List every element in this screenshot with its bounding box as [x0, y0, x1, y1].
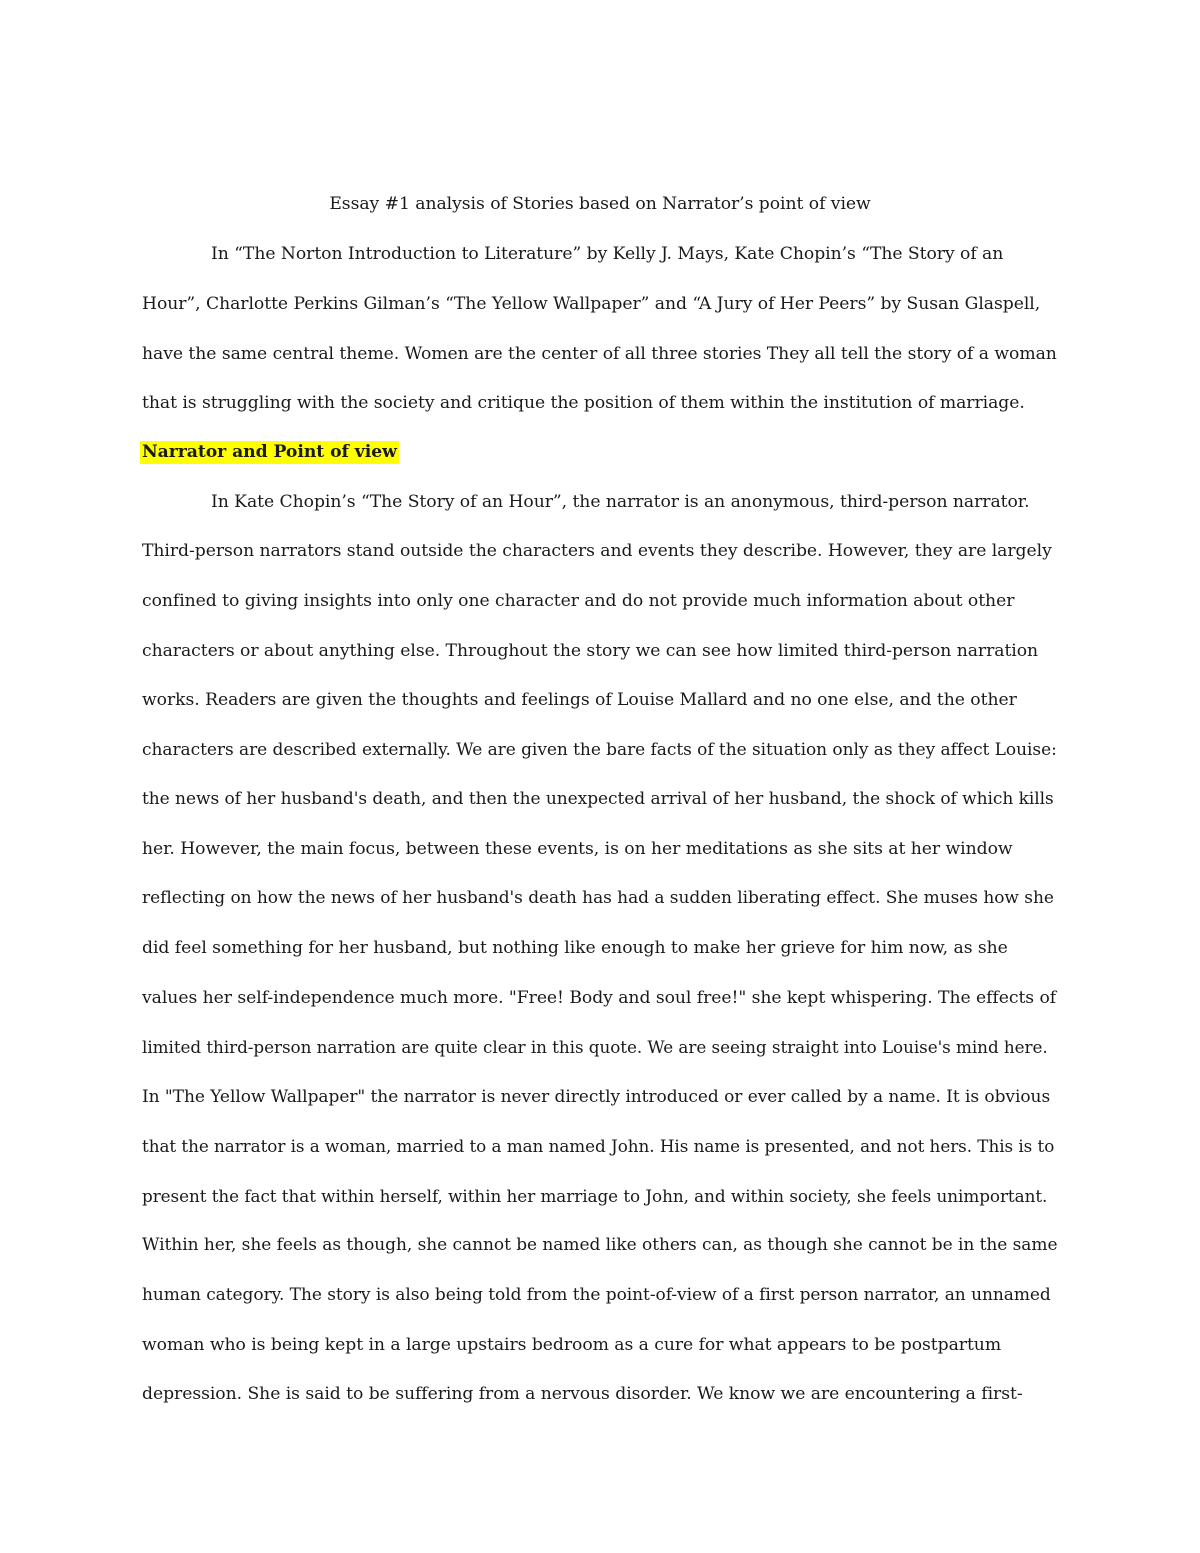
body-line: characters or about anything else. Throughout the story we can see how limited third-person narration	[142, 641, 1039, 661]
intro-line: that is struggling with the society and critique the position of them within the institution of marriage.	[142, 393, 1025, 413]
body-line: Third-person narrators stand outside the characters and events they describe. However, they are largely	[142, 541, 1052, 561]
body-line: did feel something for her husband, but nothing like enough to make her grieve for him now, as she	[142, 938, 1008, 958]
intro-line: have the same central theme. Women are the center of all three stories They all tell the story of a woman	[142, 344, 1057, 364]
body-line: Within her, she feels as though, she cannot be named like others can, as though she cannot be in the same	[142, 1235, 1058, 1255]
essay-title: Essay #1 analysis of Stories based on Narrator’s point of view	[329, 194, 871, 214]
body-line: limited third-person narration are quite clear in this quote. We are seeing straight into Louise's mind here.	[142, 1037, 1048, 1057]
body-line: In "The Yellow Wallpaper" the narrator is never directly introduced or ever called by a name. It is obvious	[142, 1087, 1051, 1107]
body-line: present the fact that within herself, within her marriage to John, and within society, she feels unimportant.	[142, 1186, 1048, 1206]
body-line: works. Readers are given the thoughts and feelings of Louise Mallard and no one else, and the other	[142, 690, 1017, 710]
intro-line: Hour”, Charlotte Perkins Gilman’s “The Yellow Wallpaper” and “A Jury of Her Peers” by Susan Glaspell,	[142, 294, 1041, 314]
body-line: values her self-independence much more. "Free! Body and soul free!" she kept whispering. The effects of	[142, 988, 1057, 1008]
body-line: reflecting on how the news of her husband's death has had a sudden liberating effect. She muses how she	[142, 888, 1054, 908]
body-line: that the narrator is a woman, married to a man named John. His name is presented, and not hers. This is to	[142, 1136, 1055, 1156]
body-line: confined to giving insights into only one character and do not provide much information about other	[142, 591, 1015, 611]
body-line: In Kate Chopin’s “The Story of an Hour”, the narrator is an anonymous, third-person narrator.	[211, 492, 1030, 512]
body-line: her. However, the main focus, between these events, is on her meditations as she sits at her window	[142, 839, 1013, 859]
body-line: human category. The story is also being told from the point-of-view of a first person narrator, an unnamed	[142, 1285, 1051, 1305]
intro-line: In “The Norton Introduction to Literature” by Kelly J. Mays, Kate Chopin’s “The Story of an	[211, 244, 1004, 264]
body-line: depression. She is said to be suffering from a nervous disorder. We know we are encountering a first-	[142, 1384, 1023, 1404]
highlighted-heading-text: Narrator and Point of view	[142, 442, 397, 462]
body-line: characters are described externally. We are given the bare facts of the situation only as they affect Louise:	[142, 740, 1057, 760]
body-line: the news of her husband's death, and then the unexpected arrival of her husband, the shock of which kills	[142, 789, 1054, 809]
section-heading	[142, 441, 1058, 463]
body-line: woman who is being kept in a large upstairs bedroom as a cure for what appears to be postpartum	[142, 1335, 1002, 1355]
